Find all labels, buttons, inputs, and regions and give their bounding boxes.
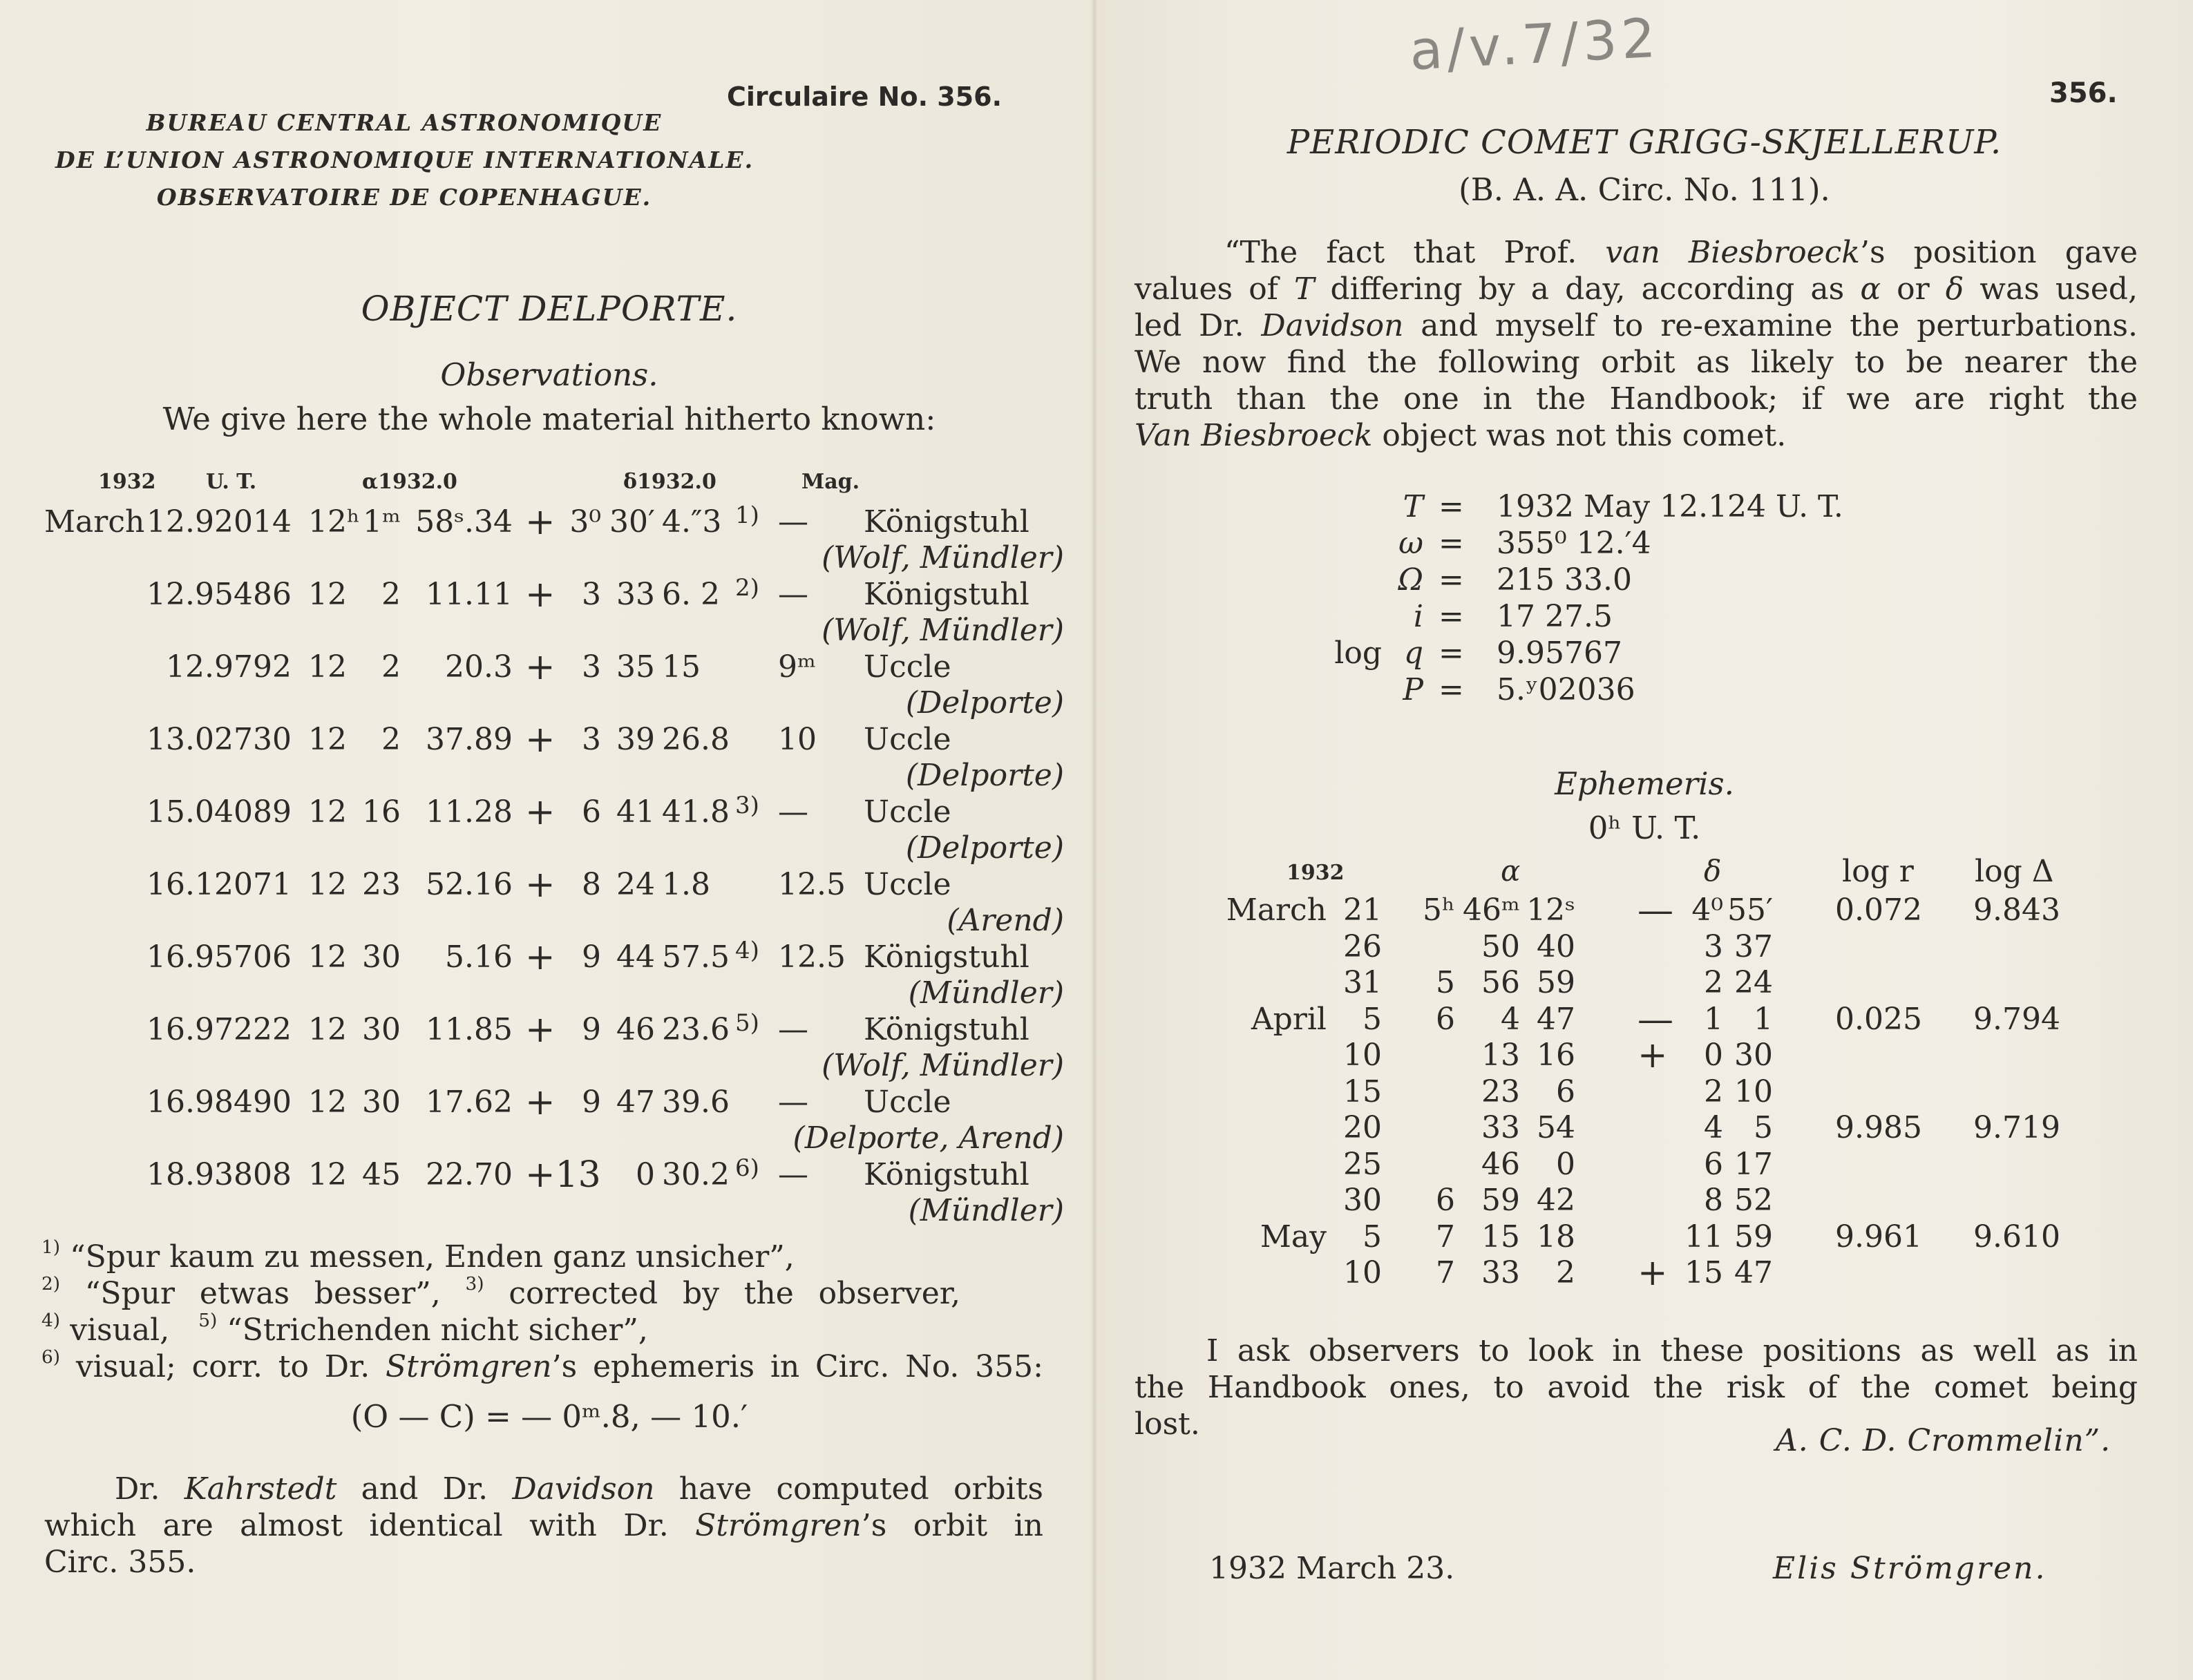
eph-alpha-h: 7 — [1436, 1255, 1455, 1290]
obs-place: Uccle — [864, 867, 951, 902]
obs-alpha-m: 45 — [362, 1157, 401, 1192]
obs-sign: + — [525, 502, 556, 543]
obs-note: 3) — [735, 792, 759, 819]
eph-delta-m: 24 — [1734, 965, 1773, 1000]
obs-delta-s: 4.″3 — [662, 504, 722, 540]
obs-place: Königstuhl — [864, 1012, 1029, 1047]
obs-delta-s: 39.6 — [662, 1085, 730, 1120]
obs-place: Uccle — [864, 722, 951, 757]
obs-mag: — — [778, 1157, 808, 1192]
obs-delta-d: 9 — [582, 1085, 601, 1120]
element-symbol: Ω — [1398, 562, 1423, 598]
obs-delta-s: 30.2 — [662, 1157, 730, 1192]
obs-note: 6) — [735, 1154, 759, 1182]
eph-alpha-m: 46ᵐ — [1463, 892, 1520, 928]
eph-logr: 9.961 — [1835, 1219, 1922, 1254]
obs-date: 15.04089 — [146, 794, 292, 830]
eph-alpha-m: 56 — [1481, 965, 1520, 1000]
circular-number: Circulaire No. 356. — [727, 82, 1002, 112]
obs-delta-s: 1.8 — [662, 867, 710, 902]
eph-day: 31 — [1343, 965, 1382, 1000]
obs-place: Königstuhl — [864, 939, 1029, 975]
eph-alpha-m: 46 — [1481, 1147, 1520, 1182]
eph-alpha-s: 18 — [1537, 1219, 1575, 1254]
obs-observers: (Delporte, Arend) — [792, 1120, 1064, 1156]
obs-alpha-s: 52.16 — [426, 867, 513, 902]
eph-header-alpha: α — [1501, 854, 1521, 888]
eph-logr: 9.985 — [1835, 1110, 1922, 1145]
obs-observers: (Mündler) — [908, 975, 1064, 1011]
closing-line-3: Circ. 355. — [44, 1545, 196, 1580]
eph-day: 20 — [1343, 1110, 1382, 1145]
footnote-6: $^{6)}$ visual; corr. to Dr. Strömgren’s ephemeris in Circ. No. 355: — [41, 1346, 1043, 1384]
eph-day: 30 — [1343, 1183, 1382, 1218]
circular-date: 1932 March 23. — [1209, 1551, 1455, 1586]
eph-day: 26 — [1343, 929, 1382, 964]
obs-alpha-s: 11.11 — [426, 577, 513, 612]
obs-delta-m: 0 — [636, 1157, 655, 1192]
element-equals: = — [1439, 672, 1464, 707]
element-value: 1932 May 12.124 U. T. — [1497, 489, 1843, 524]
obs-alpha-s: 11.85 — [426, 1012, 513, 1047]
element-equals: = — [1439, 526, 1464, 561]
obs-observers: (Wolf, Mündler) — [822, 613, 1064, 648]
eph-alpha-m: 4 — [1501, 1002, 1520, 1037]
eph-delta-m: 52 — [1734, 1183, 1773, 1218]
obs-alpha-m: 30 — [362, 1012, 401, 1047]
eph-logd: 9.843 — [1973, 892, 2060, 928]
obs-sign: + — [525, 864, 556, 906]
obs-delta-d: 3⁰ — [569, 504, 601, 540]
footnote-1: $^{1)}$ “Spur kaum zu messen, Enden ganz unsicher”, — [41, 1237, 795, 1275]
eph-header-delta: δ — [1704, 854, 1722, 888]
quote-line-3: led Dr. Davidson and myself to re-examine the perturbations. — [1135, 308, 2138, 343]
obs-alpha-m: 30 — [362, 939, 401, 975]
object-title: OBJECT DELPORTE. — [361, 289, 738, 329]
obs-date: 12.9792 — [166, 649, 292, 685]
obs-delta-m: 46 — [616, 1012, 655, 1047]
obs-alpha-h: 12 — [308, 939, 347, 975]
obs-mag: 12.5 — [778, 939, 846, 975]
obs-alpha-h: 12 — [308, 1085, 347, 1120]
obs-date: 18.93808 — [146, 1157, 292, 1192]
obs-delta-d: 8 — [582, 867, 601, 902]
eph-alpha-s: 16 — [1537, 1038, 1575, 1073]
eph-day: 21 — [1343, 892, 1382, 928]
obs-observers: (Delporte) — [905, 830, 1064, 866]
eph-alpha-h: 5ʰ — [1422, 892, 1455, 928]
eph-delta-m: 10 — [1734, 1074, 1773, 1109]
eph-delta-d: 3 — [1704, 929, 1723, 964]
obs-place: Uccle — [864, 1085, 951, 1120]
quote-line-1: “The fact that Prof. van Biesbroeck’s position gave — [1224, 235, 2138, 270]
eph-alpha-m: 50 — [1481, 929, 1520, 964]
comet-title: PERIODIC COMET GRIGG-SKJELLERUP. — [1287, 123, 2002, 162]
header-year: 1932 — [98, 470, 156, 494]
obs-delta-s: 41.8 — [662, 794, 730, 830]
eph-alpha-m: 59 — [1481, 1183, 1520, 1218]
eph-delta-m: 55′ — [1727, 892, 1773, 928]
obs-mag: — — [778, 577, 808, 612]
eph-delta-d: 0 — [1704, 1038, 1723, 1073]
obs-mag: — — [778, 794, 808, 830]
obs-delta-d: 9 — [582, 939, 601, 975]
eph-delta-m: 47 — [1734, 1255, 1773, 1290]
obs-month: March — [44, 504, 145, 540]
obs-mag: — — [778, 1012, 808, 1047]
eph-alpha-s: 59 — [1537, 965, 1575, 1000]
obs-place: Uccle — [864, 649, 951, 685]
element-symbol: ω — [1398, 526, 1423, 561]
obs-mag: 10 — [778, 722, 817, 757]
obs-alpha-h: 12 — [308, 794, 347, 830]
obs-date: 12.92014 — [146, 504, 292, 540]
obs-observers: (Arend) — [947, 903, 1064, 938]
obs-alpha-h: 12 — [308, 867, 347, 902]
header-delta: δ1932.0 — [623, 470, 716, 494]
footnote-4-5: $^{4)}$ visual, $^{5)}$ “Strichenden nicht sicher”, — [41, 1310, 648, 1348]
obs-date: 12.95486 — [146, 577, 292, 612]
bureau-line-1: BUREAU CENTRAL ASTRONOMIQUE — [146, 109, 663, 136]
eph-header-logd: log Δ — [1975, 854, 2054, 889]
obs-place: Uccle — [864, 794, 951, 830]
eph-alpha-m: 33 — [1481, 1110, 1520, 1145]
eph-logd: 9.719 — [1973, 1110, 2060, 1145]
observations-subtitle: Observations. — [440, 356, 658, 393]
obs-sign: + — [525, 719, 556, 761]
header-ut: U. T. — [206, 470, 257, 494]
eph-day: 10 — [1343, 1038, 1382, 1073]
obs-alpha-s: 58ˢ.34 — [415, 504, 513, 540]
obs-delta-d: 3 — [582, 577, 601, 612]
obs-sign: + — [525, 647, 556, 688]
eph-alpha-s: 47 — [1537, 1002, 1575, 1037]
obs-alpha-s: 5.16 — [445, 939, 513, 975]
obs-delta-m: 39 — [616, 722, 655, 757]
eph-alpha-s: 54 — [1537, 1110, 1575, 1145]
ask-line-3: lost. — [1135, 1406, 1200, 1442]
element-value: 9.95767 — [1497, 636, 1622, 671]
obs-delta-s: 15 — [662, 649, 701, 685]
obs-delta-m: 47 — [616, 1085, 655, 1120]
obs-alpha-m: 2 — [381, 577, 401, 612]
eph-alpha-m: 15 — [1481, 1219, 1520, 1254]
eph-delta-d: 15 — [1684, 1255, 1723, 1290]
eph-alpha-m: 13 — [1481, 1038, 1520, 1073]
obs-note: 2) — [735, 574, 759, 602]
obs-delta-s: 26.8 — [662, 722, 730, 757]
footnote-2-3: $^{2)}$ “Spur etwas besser”, $^{3)}$ corrected by the observer, — [41, 1273, 960, 1311]
page-fold — [1092, 0, 1097, 1680]
obs-delta-d: 3 — [582, 649, 601, 685]
eph-delta-m: 17 — [1734, 1147, 1773, 1182]
obs-observers: (Delporte) — [905, 685, 1064, 720]
obs-delta-m: 33 — [616, 577, 655, 612]
eph-alpha-h: 6 — [1436, 1002, 1455, 1037]
eph-sign: + — [1637, 1252, 1668, 1294]
obs-alpha-h: 12ʰ — [308, 504, 361, 540]
obs-mag: — — [778, 504, 808, 540]
eph-sign: — — [1637, 999, 1673, 1040]
eph-alpha-h: 6 — [1436, 1183, 1455, 1218]
obs-alpha-s: 11.28 — [426, 794, 513, 830]
obs-delta-m: 44 — [616, 939, 655, 975]
eph-delta-m: 37 — [1734, 929, 1773, 964]
obs-alpha-s: 22.70 — [426, 1157, 513, 1192]
obs-delta-s: 6. 2 — [662, 577, 720, 612]
eph-delta-m: 5 — [1754, 1110, 1773, 1145]
obs-alpha-m: 23 — [362, 867, 401, 902]
obs-date: 16.98490 — [146, 1085, 292, 1120]
obs-delta-d: 9 — [582, 1012, 601, 1047]
eph-delta-d: 4⁰ — [1691, 892, 1723, 928]
element-prefix: log — [1334, 636, 1382, 671]
eph-delta-m: 59 — [1734, 1219, 1773, 1254]
obs-alpha-h: 12 — [308, 1012, 347, 1047]
obs-delta-d: 6 — [582, 794, 601, 830]
obs-alpha-h: 12 — [308, 1157, 347, 1192]
eph-logd: 9.794 — [1973, 1002, 2060, 1037]
obs-alpha-m: 16 — [362, 794, 401, 830]
handwritten-note: a/v.7/32 — [1407, 7, 1662, 83]
element-value: 17 27.5 — [1497, 599, 1613, 634]
observations-intro: We give here the whole material hitherto known: — [162, 401, 936, 437]
eph-month: April — [1251, 1002, 1327, 1037]
eph-alpha-s: 0 — [1556, 1147, 1575, 1182]
eph-month: May — [1260, 1219, 1327, 1254]
obs-alpha-m: 2 — [381, 649, 401, 685]
element-symbol: P — [1403, 672, 1423, 707]
obs-place: Königstuhl — [864, 504, 1029, 540]
element-equals: = — [1439, 599, 1464, 634]
director-signature: Elis Strömgren. — [1773, 1551, 2047, 1586]
obs-delta-m: 30′ — [609, 504, 655, 540]
obs-date: 16.97222 — [146, 1012, 292, 1047]
obs-delta-s: 57.5 — [662, 939, 730, 975]
obs-observers: (Delporte) — [905, 758, 1064, 793]
obs-sign: + — [525, 574, 556, 615]
element-symbol: i — [1413, 599, 1423, 634]
obs-sign: + — [525, 937, 556, 978]
closing-line-1: Dr. Kahrstedt and Dr. Davidson have computed orbits — [115, 1471, 1043, 1507]
eph-delta-m: 30 — [1734, 1038, 1773, 1073]
obs-sign: + — [525, 792, 556, 833]
eph-day: 5 — [1363, 1002, 1382, 1037]
eph-logd: 9.610 — [1973, 1219, 2060, 1254]
obs-delta-m: 35 — [616, 649, 655, 685]
o-minus-c: (O — C) = — 0ᵐ.8, — 10.′ — [350, 1398, 748, 1435]
ask-line-2: the Handbook ones, to avoid the risk of the comet being — [1135, 1370, 2138, 1405]
eph-sign: — — [1637, 890, 1673, 931]
right-page-number: 356. — [2049, 77, 2118, 109]
eph-delta-d: 2 — [1704, 1074, 1723, 1109]
eph-delta-d: 1 — [1704, 1002, 1723, 1037]
obs-delta-m: 24 — [616, 867, 655, 902]
eph-alpha-s: 12ˢ — [1526, 892, 1575, 928]
obs-place: Königstuhl — [864, 577, 1029, 612]
obs-alpha-m: 30 — [362, 1085, 401, 1120]
obs-place: Königstuhl — [864, 1157, 1029, 1192]
obs-alpha-h: 12 — [308, 722, 347, 757]
ephemeris-epoch: 0ʰ U. T. — [1588, 810, 1701, 846]
eph-alpha-s: 42 — [1537, 1183, 1575, 1218]
eph-header-year: 1932 — [1287, 861, 1345, 885]
obs-alpha-s: 17.62 — [426, 1085, 513, 1120]
ephemeris-title: Ephemeris. — [1555, 765, 1734, 802]
closing-line-2: which are almost identical with Dr. Strömgren’s orbit in — [44, 1508, 1043, 1543]
eph-delta-d: 4 — [1704, 1110, 1723, 1145]
eph-alpha-s: 6 — [1556, 1074, 1575, 1109]
eph-alpha-h: 7 — [1436, 1219, 1455, 1254]
bureau-line-3: OBSERVATOIRE DE COPENHAGUE. — [156, 184, 652, 211]
quote-line-4: We now find the following orbit as likely to be nearer the — [1135, 345, 2138, 380]
bureau-line-2: DE L’UNION ASTRONOMIQUE INTERNATIONALE. — [55, 146, 754, 173]
eph-header-logr: log r — [1842, 854, 1914, 889]
eph-month: March — [1226, 892, 1327, 928]
obs-alpha-s: 20.3 — [445, 649, 513, 685]
element-value: 215 33.0 — [1497, 562, 1632, 598]
eph-sign: + — [1637, 1035, 1668, 1076]
obs-observers: (Mündler) — [908, 1193, 1064, 1228]
obs-alpha-h: 12 — [308, 649, 347, 685]
obs-note: 1) — [735, 502, 759, 529]
obs-date: 13.02730 — [146, 722, 292, 757]
quote-line-6: Van Biesbroeck object was not this comet. — [1135, 418, 1787, 453]
eph-day: 25 — [1343, 1147, 1382, 1182]
header-mag: Mag. — [801, 470, 860, 494]
element-symbol: q — [1403, 636, 1423, 671]
element-equals: = — [1439, 636, 1464, 671]
eph-alpha-s: 40 — [1537, 929, 1575, 964]
obs-observers: (Wolf, Mündler) — [822, 1048, 1064, 1083]
eph-day: 10 — [1343, 1255, 1382, 1290]
eph-logr: 0.025 — [1835, 1002, 1922, 1037]
eph-delta-d: 6 — [1704, 1147, 1723, 1182]
crommelin-signature: A. C. D. Crommelin”. — [1776, 1423, 2111, 1458]
element-symbol: T — [1403, 489, 1423, 524]
eph-delta-d: 2 — [1704, 965, 1723, 1000]
eph-alpha-s: 2 — [1556, 1255, 1575, 1290]
quote-line-5: truth than the one in the Handbook; if we are right the — [1135, 381, 2138, 417]
comet-subtitle: (B. A. A. Circ. No. 111). — [1459, 171, 1830, 208]
header-alpha: α1932.0 — [362, 470, 457, 494]
obs-mag: 9ᵐ — [778, 649, 816, 685]
obs-sign: +13 — [525, 1154, 601, 1196]
eph-alpha-m: 33 — [1481, 1255, 1520, 1290]
element-equals: = — [1439, 562, 1464, 598]
eph-logr: 0.072 — [1835, 892, 1922, 928]
obs-alpha-m: 1ᵐ — [363, 504, 401, 540]
obs-observers: (Wolf, Mündler) — [822, 540, 1064, 575]
obs-delta-s: 23.6 — [662, 1012, 730, 1047]
eph-delta-m: 1 — [1754, 1002, 1773, 1037]
obs-alpha-s: 37.89 — [426, 722, 513, 757]
obs-sign: + — [525, 1082, 556, 1123]
eph-delta-d: 11 — [1684, 1219, 1723, 1254]
ask-line-1: I ask observers to look in these positions as well as in — [1206, 1333, 2138, 1368]
obs-alpha-h: 12 — [308, 577, 347, 612]
eph-delta-d: 8 — [1704, 1183, 1723, 1218]
obs-note: 5) — [735, 1009, 759, 1037]
obs-mag: — — [778, 1085, 808, 1120]
eph-alpha-m: 23 — [1481, 1074, 1520, 1109]
element-value: 5.ʸ02036 — [1497, 672, 1635, 707]
quote-line-2: values of T differing by a day, according as α or δ was used, — [1135, 271, 2138, 307]
obs-delta-d: 3 — [582, 722, 601, 757]
obs-date: 16.12071 — [146, 867, 292, 902]
element-value: 355⁰ 12.′4 — [1497, 526, 1651, 561]
element-equals: = — [1439, 489, 1464, 524]
obs-delta-m: 41 — [616, 794, 655, 830]
obs-note: 4) — [735, 937, 759, 964]
obs-mag: 12.5 — [778, 867, 846, 902]
obs-sign: + — [525, 1009, 556, 1051]
obs-alpha-m: 2 — [381, 722, 401, 757]
obs-date: 16.95706 — [146, 939, 292, 975]
eph-alpha-h: 5 — [1436, 965, 1455, 1000]
eph-day: 15 — [1343, 1074, 1382, 1109]
eph-day: 5 — [1363, 1219, 1382, 1254]
